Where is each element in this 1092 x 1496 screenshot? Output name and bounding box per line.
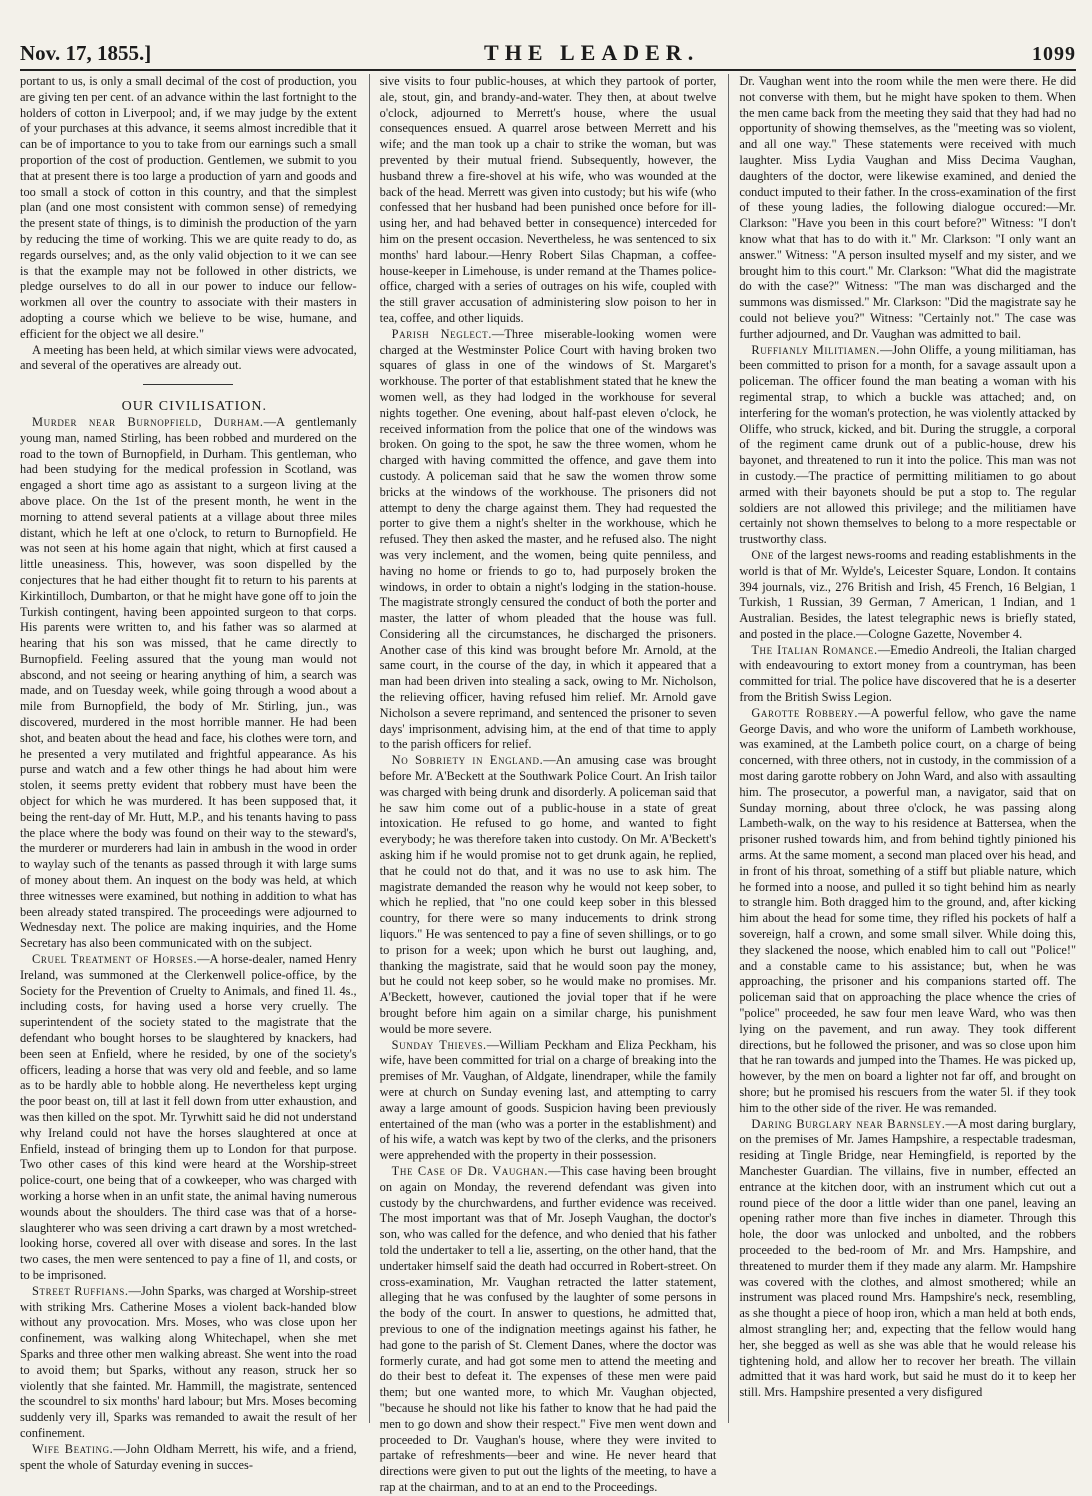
page-number: 1099 — [1032, 43, 1076, 65]
column-2 — [369, 74, 717, 1494]
article-body: —Emedio Andreoli, the Italian charged with endeavouring to extort money from a countryman, has been committed for trial. The police have discovered that he is a deserter from the British Swiss Legion. — [739, 642, 1077, 705]
article-paragraph — [380, 327, 717, 754]
article-heading: Daring Burglary near Barnsley. — [751, 1116, 946, 1131]
article-heading: Sunday Thieves. — [391, 1037, 487, 1052]
paragraph: A meeting has been held, at which similar views were advocated, and several of the operatives are already out. — [20, 342, 357, 373]
article-paragraph — [739, 643, 1076, 706]
issue-date: Nov. 17, 1855.] — [20, 41, 152, 65]
article-paragraph — [380, 1164, 717, 1496]
article-paragraph — [380, 753, 717, 1037]
article-body: —An amusing case was brought before Mr. A'Beckett at the Southwark Police Court. An Irish tailor was charged with being drunk and disorderly. A policeman said that he saw him come out of a public-house in a state of great intoxication. He refused to go home, and wanted to fight everybody; he was therefore taken into custody. On Mr. A'Beckett's asking him if he would promise not to get drunk again, he replied, that he could not do that, and it was no use to ask him. The magistrate demanded the reason why he would not keep sober, to which he replied, that "no one could keep sober in this blessed country, for there were so many inducements to drink strong liquors." He was sentenced to pay a fine of seven shillings, or to go to prison for a week; upon which he burst out laughing, and, thanking the magistrate, said that he would soon pay the money, but he could not keep sober, so he would make no promises. Mr. A'Beckett, however, cautioned the jovial toper that if he were brought before him again on a similar charge, his punishment would be more severe. — [379, 753, 717, 1036]
paragraph: Dr. Vaughan went into the room while the men were there. He did not converse with them, but he might have spoken to them. When the men came back from the meeting they said that they had had no opportunity of showing themselves, as the "meeting was so violent, and all one way." These statements were received with much laughter. Miss Lydia Vaughan and Miss Decima Vaughan, daughters of the doctor, were likewise examined, and denied the conduct imputed to their father. In the cross-examination of the first of these young ladies, the following dialogue occured:—Mr. Clarkson: "Have you been in this court before?" Witness: "I don't know what that has to do with it." Mr. Clarkson: "I only want an answer." Witness: "A person insulted myself and my sister, and we brought him to this court." Mr. Clarkson: "What did the magistrate do with the case?" Witness: "The man was discharged and the summons was dismissed." Mr. Clarkson: "Did the magistrate say he could not believe you?" Witness: "Certainly not." The case was further adjourned, and Dr. Vaughan was admitted to bail. — [739, 74, 1077, 341]
article-body: —A powerful fellow, who gave the name George Davis, and who wore the uniform of Lambeth workhouse, was examined, at the Lambeth police court, on a charge of being concerned, with three others, not in custody, in the commission of a most daring garotte robbery on John Ward, and also with assaulting him. The prosecutor, a powerful man, a navigator, said that on Sunday morning, about three o'clock, he was passing along Lambeth-walk, on the way to his residence at Battersea, when the prisoner rushed towards him, and from behind tightly pinioned his arms. At the same moment, a second man placed over his head, and in front of his throat, something of a stiff but pliable nature, which he formed into a noose, and pulled it so tight behind him as nearly to strangle him. Both dragged him to the ground, and, after kicking him about the head for some time, they rifled his pockets of half a sovereign, half a crown, and some small silver. While doing this, they slackened the noose, which enabled him to call out "Police!" and a constable came to his assistance; but, when he was approaching, the prisoner and his companions started off. The policeman said that on approaching the place whence the cries of "police" proceeded, he saw four men leave Ward, who was then lying on the pavement, and run away. They took different directions, but he followed the prisoner, and was so close upon him that he ran towards and jumped into the Thames. He was picked up, however, by the men on board a lighter not far off, and brought on shore; but he promised his rescuers from the water 5l. if they took him to the other side of the river. He was remanded. — [739, 705, 1077, 1115]
article-heading: Murder near Burnopfield, Durham. — [32, 414, 264, 429]
article-paragraph — [380, 1038, 717, 1164]
article-paragraph — [739, 548, 1076, 643]
article-heading: Garotte Robbery. — [751, 705, 859, 720]
article-heading: Parish Neglect. — [391, 326, 492, 341]
article-paragraph — [20, 952, 357, 1284]
article-heading: The Italian Romance. — [751, 642, 878, 657]
article-body: —This case having been brought on again on Monday, the reverend defendant was given into custody by the churchwardens, and further evidence was received. The most important was that of Mr. Joseph Vaughan, the doctor's son, who was called for the defence, and who denied that his father told the undertaker to tell a lie, asserting, on the other hand, that the undertaker himself said the death had occurred in Robert-street. On cross-examination, Mr. Vaughan retracted the latter statement, alleging that he was confused by the laughter of some persons in the body of the court. In answer to questions, he admitted that, previous to one of the indignation meetings against his father, he had gone to the parish of St. Clement Danes, where the doctor was formerly curate, and had got some men to attend the meeting and do their best to defeat it. The expenses of these men were paid them; but one wanted more, to which Mr. Vaughan objected, "because he should not like his father to know that he had paid the men to go down and show their respect." Five men went down and proceeded to Dr. Vaughan's house, where they were invited to partake of refreshments—beer and wine. He never heard that directions were given to put out the lights of the meeting, to have a rap at the chairman, and to at an end to the Proceedings. — [379, 1163, 717, 1494]
article-body: —William Peckham and Eliza Peckham, his wife, have been committed for trial on a charge of breaking into the premises of Mr. Vaughan, of Aldgate, linendraper, while the family were at church on Sunday evening last, and attempting to carry away a large amount of goods. Suspicion having been previously entertained of the man (who was a porter in the establishment) and of his wife, a watch was kept by two of the clerks, and the prisoners were apprehended with the property in their possession. — [379, 1037, 717, 1163]
column-1 — [20, 74, 357, 1472]
article-body: —A gentlemanly young man, named Stirling, has been robbed and murdered on the road to the town of Burnopfield, in Durham. This gentleman, who had been studying for the medical profession in Scotland, was engaged a short time ago as assistant to a surgeon living at the above place. On the 1st of the present month, he went in the morning to attend several patients at a village about three miles distant, which he left at one o'clock, to return to Burnopfield. He was not seen at his home again that night, which at first caused a little uneasiness. This, however, was soon dispelled by the conjectures that he had either thought fit to return to his parents at Kirkintilloch, Dumbarton, or that he might have gone off to join the Turkish contingent, having been appointed surgeon to that corps. His parents were written to, and his father was so alarmed at hearing that his son was missed, that he came directly to Burnopfield. Feeling assured that the young man would not abscond, and not seeing or hearing anything of him, a search was made, and on Tuesday week, while going through a wood about a mile from Burnopfield, the body of Mr. Stirling, jun., was discovered, murdered in the most horrible manner. He had been shot, and beaten about the head and face, his clothes were torn, and he presented a very mutilated and frightful appearance. As his purse and watch and a few other things he had about him were stolen, it seems pretty evident that robbery must have been the object for which he was murdered. It has been supposed that, it being the rent-day of Mr. Hutt, M.P., and his tenants having to pass the place where the body was found on their way to the steward's, the murderer or murderers had lain in ambush in the wood in order to waylay such of the tenants as passed through it with large sums of money about them. An inquest on the body was held, at which three witnesses were examined, but nothing in addition to what has been already stated transpired. The proceedings were adjourned to Wednesday next. The police are making inquiries, and the Home Secretary has also been communicated with on the subject. — [20, 414, 357, 951]
article-heading: One — [751, 547, 775, 562]
article-paragraph — [20, 1442, 357, 1474]
article-paragraph — [739, 343, 1076, 548]
paragraph: sive visits to four public-houses, at which they partook of porter, ale, stout, gin, and brandy-and-water. They then, at about twelve o'clock, adjourned to Merrett's house, where the usual consequences ensued. A quarrel arose between Merrett and his wife; and the man took up a chair to strike the woman, but was prevented by their mutual friend. Subsequently, however, the husband threw a fire-shovel at his wife, who was wounded at the back of the head. Merrett was given into custody; but his wife (who confessed that her husband had been punished once before for ill-using her, and had behaved better in consequence) interceded for him on the present occasion. Nevertheless, he was sentenced to six months' hard labour.—Henry Robert Silas Chapman, a coffee-house-keeper in Limehouse, is under remand at the Thames police-office, charged with a series of outrages on his wife, coupled with the still graver accusation of administering slow poison to her in tea, coffee, and other liquids. — [379, 74, 717, 325]
section-title: OUR CIVILISATION. — [121, 399, 267, 415]
article-paragraph — [739, 706, 1076, 1117]
article-heading: No Sobriety in England. — [391, 753, 544, 768]
article-columns — [20, 74, 1077, 1494]
paragraph: portant to us, is only a small decimal of the cost of production, you are giving ten per cent. of an advance within the last fortnight to the holders of cotton in Liverpool; and, if we may judge by the extent of your purchases at this advance, it seems almost incredible that it can be of importance to you to take from our earnings such a small proportion of the cost of production. Gentlemen, we submit to you that at present there is too large a production of yarn and goods and too small a stock of cotton in this country, and that the simplest plan (and one most consistent with common sense) of remedying the present state of things, is to diminish the production of the yarn by reducing the time of working. This we are quite ready to do, as regards ourselves; and, as the only valid objection to it we can see is that the example may not be followed in other districts, we pledge ourselves to do all in our power to induce our fellow-workmen all over the country to associate with their masters in adopting a course which we believe to be wise, humane, and efficient for the object we all desire." — [20, 74, 357, 341]
publication-title: THE LEADER. — [484, 40, 700, 65]
article-body: —A most daring burglary, on the premises of Mr. James Hampshire, a respectable tradesman, residing at Tingle Bridge, near Hemingfield, is reported by the Manchester Guardian. The villains, five in number, effected an entrance at the kitchen door, with an instrument which cut out a round piece of the door a little wider than one panel, leaving an opening rather more than five inches in diameter. Through this hole, the door was unlocked and unbolted, and the robbers proceeded to the bed-room of Mr. and Mrs. Hampshire, and threatened to murder them if they made any alarm. Mr. Hampshire was covered with the clothes, and almost smothered; while an instrument was placed round Mrs. Hampshire's neck, resembling, as she thought a piece of hoop iron, which a man held at both ends, almost strangling her; and, expecting that the fellow would hang her, she begged as well as she was able that he would release his tightening hold, and allow her to recover her breath. The villain admitted that it was hard work, but said he must do it to keep her still. Mrs. Hampshire presented a very disfigured — [739, 1116, 1077, 1400]
article-paragraph — [20, 1284, 357, 1442]
article-heading: The Case of Dr. Vaughan. — [391, 1163, 549, 1178]
article-body: —John Oldham Merrett, his wife, and a friend, spent the whole of Saturday evening in succes- — [20, 1441, 357, 1472]
masthead — [20, 40, 1076, 71]
article-heading: Ruffianly Militiamen. — [751, 342, 881, 357]
article-heading: Cruel Treatment of Horses. — [32, 952, 198, 967]
article-body: —John Sparks, was charged at Worship-street with striking Mrs. Catherine Moses a violent back-handed blow without any provocation. Mrs. Moses, who was close upon her confinement, was walking along Whitechapel, when she met Sparks and three other men walking abreast. She went into the road to avoid them; but Sparks, without any reason, struck her so violently that she fainted. Mr. Hammill, the magistrate, sentenced the scoundrel to six months' hard labour; but Mrs. Moses becoming suddenly very ill, Sparks was remanded to await the result of her confinement. — [20, 1283, 357, 1440]
article-heading: Wife Beating. — [32, 1441, 114, 1456]
article-paragraph — [739, 1117, 1076, 1401]
article-heading: Street Ruffians. — [32, 1283, 129, 1298]
article-body: —John Oliffe, a young militiaman, has been committed to prison for a month, for a savage assault upon a policeman. The officer found the man beating a woman with his regimental strap, to which a buckle was attached; and, on interfering for the woman's protection, he was violently attacked by Oliffe, who struck, kicked, and bit. During the struggle, a corporal of the regiment came drunk out of a public-house, drew his bayonet, and threatened to run it into the police. This man was not in custody.—The practice of permitting militiamen to go about armed with their bayonets should be put a stop to. The regular soldiers are not allowed this privilege; and the militiamen have certainly not shown themselves to belong to a more respectable or trustworthy class. — [739, 342, 1077, 547]
article-body: —Three miserable-looking women were charged at the Westminster Police Court with having broken two squares of glass in one of the windows of St. Margaret's workhouse. The porter of that establishment stated that he knew the women well, as they had lodged in the workhouse for several nights together. One evening, about half-past eleven o'clock, he received information from the police that one of the windows was broken. On going to the spot, he saw the three women, whom he charged with having committed the offence, and gave them into custody. A policeman said that he saw the women throw some bricks at the windows of the workhouse. The prisoners did not attempt to deny the charge against them. They had requested the porter to give them a night's shelter in the workhouse, which he refused. They then asked the master, and he refused also. The night was very inclement, and the women, being quite penniless, and having no home or friends to go to, had purposely broken the windows, in order to obtain a night's lodging in the station-house. The magistrate strongly censured the conduct of both the porter and master, the latter of whom pleaded that the house was full. Considering all the circumstances, he discharged the prisoners. Another case of this kind was brought before Mr. Arnold, at the same court, in the course of the day, in which it appeared that a man had been driven into stealing a sack, owing to Mr. Nicholson, the relieving officer, having refused him relief. Mr. Arnold gave Nicholson a severe reprimand, and sentenced the prisoner to seven days' imprisonment, advising him, at the end of that time to apply to the parish officers for relief. — [379, 326, 717, 752]
article-body: of the largest news-rooms and reading establishments in the world is that of Mr. Wylde's, Leicester Square, London. It contains 394 journals, viz., 276 British and Irish, 45 French, 16 Belgian, 1 Turkish, 1 Russian, 39 German, 7 American, 1 Indian, and 1 Australian. Besides, the latest telegraphic news is briefly stated, and posted in the place.—Cologne Gazette, November 4. — [739, 547, 1077, 641]
section-divider — [143, 384, 233, 385]
article-body: —A horse-dealer, named Henry Ireland, was summoned at the Clerkenwell police-office, by the Society for the Prevention of Cruelty to Animals, and fined 1l. 4s., including costs, for having used a horse very cruelly. The superintendent of the society stated to the magistrate that the defendant who bought horses to be slaughtered by knackers, had been seen at Enfield, where he resided, by one of the society's officers, leading a horse that was very old and feeble, and so lame as to be hardly able to hobble along. He nevertheless kept urging the poor beast on, till at last it fell down from utter exhaustion, and was then killed on the spot. Mr. Tyrwhitt said he did not understand why Ireland could not have the horses slaughtered at once at Enfield, instead of bringing them up to London for that purpose. Two other cases of this kind were heard at the Worship-street police-court, one being that of a cowkeeper, who was charged with working a horse when in an unfit state, the animal having numerous wounds about the shoulders. The third case was that of a horse-slaughterer who was seen driving a cart drawn by a most wretched-looking horse, covered all over with disease and sores. In the last two cases, the men were sentenced to pay a fine of 1l, and costs, or to be imprisoned. — [20, 952, 357, 1282]
article-paragraph — [20, 415, 357, 952]
column-3 — [728, 74, 1076, 1423]
